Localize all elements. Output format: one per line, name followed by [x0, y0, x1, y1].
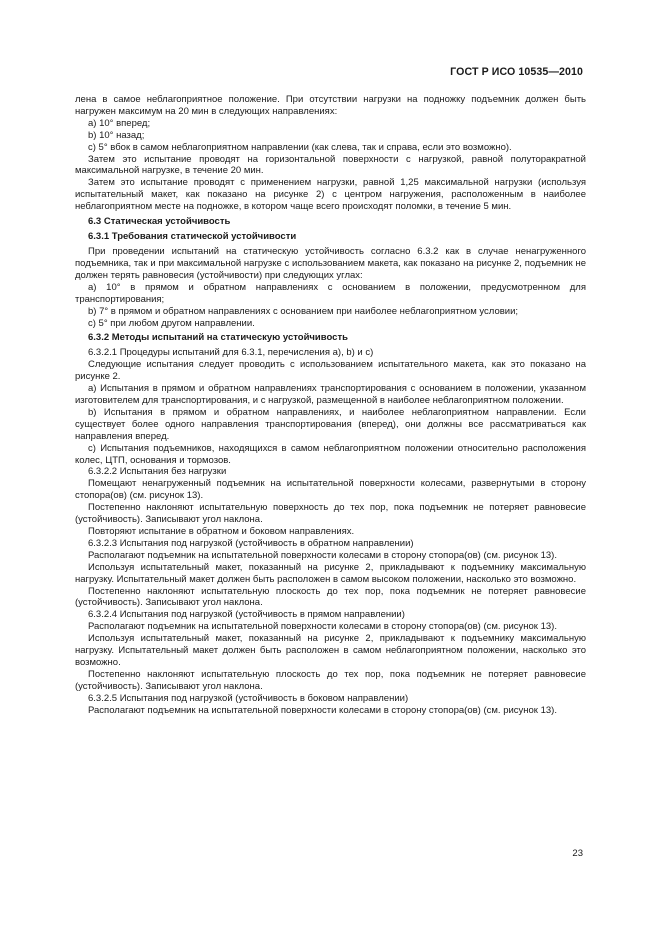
list-item: a) 10° вперед; [88, 117, 151, 129]
document-body [75, 94, 586, 717]
document-header: ГОСТ Р ИСО 10535—2010 [450, 66, 583, 78]
list-item: c) 5° при любом другом направлении. [88, 317, 255, 329]
paragraph: Располагают подъемник на испытательной поверхности колесами в сторону стопора(ов) (см. рисунок 13). [88, 549, 557, 561]
paragraph: Постепенно наклоняют испытательную плоскость до тех пор, пока подъемник не потеряет равновесие (устойчивость). Записывают угол наклона. [75, 585, 586, 609]
paragraph: Затем это испытание проводят на горизонтальной поверхности с нагрузкой, равной полуторакратной максимальной нагрузке, в течение 20 мин. [75, 153, 586, 177]
list-item: b) 7° в прямом и обратном направлениях с основанием при наиболее неблагоприятном условии; [88, 305, 519, 317]
clause-title: 6.3.2.3 Испытания под нагрузкой (устойчивость в обратном направлении) [88, 537, 414, 549]
paragraph: При проведении испытаний на статическую устойчивость согласно 6.3.2 как в случае ненагруженного подъемника, так и при максимальной нагрузке с использованием макета, как показано на рисунке 2, подъемник не должен терять равновесия (устойчивости) при следующих углах: [75, 246, 586, 281]
subsection-heading: 6.3.1 Требования статической устойчивости [88, 231, 297, 243]
paragraph: Используя испытательный макет, показанный на рисунке 2, прикладывают к подъемнику максимальную нагрузку. Испытательный макет должен быть расположен в самом высоком положении, насколько это возможно. [75, 561, 586, 585]
paragraph: Следующие испытания следует проводить с использованием испытательного макета, как это показано на рисунке 2. [75, 359, 586, 383]
clause-title: 6.3.2.1 Процедуры испытаний для 6.3.1, перечисления a), b) и c) [88, 347, 374, 359]
paragraph: Располагают подъемник на испытательной поверхности колесами в сторону стопора(ов) (см. рисунок 13). [88, 704, 557, 716]
section-heading: 6.3 Статическая устойчивость [88, 216, 231, 228]
list-item: c) Испытания подъемников, находящихся в самом неблагоприятном положении относительно расположения колес, ЦТП, основания и тормозов. [75, 442, 586, 466]
subsection-heading: 6.3.2 Методы испытаний на статическую устойчивость [88, 332, 348, 344]
paragraph: Затем это испытание проводят с применением нагрузки, равной 1,25 максимальной нагрузки (используя испытательный макет, как показано на рисунке 2) с центром нагружения, расположенным в наиболее неблагоприятном месте на подножке, в котором чаще всего происходят поломки, в течение 5 мин. [75, 177, 586, 213]
paragraph: Повторяют испытание в обратном и боковом направлениях. [88, 526, 355, 537]
clause-title: 6.3.2.4 Испытания под нагрузкой (устойчивость в прямом направлении) [88, 609, 405, 621]
clause-title: 6.3.2.5 Испытания под нагрузкой (устойчивость в боковом направлении) [88, 692, 409, 704]
paragraph: лена в самое неблагоприятное положение. При отсутствии нагрузки на подножку подъемник должен быть нагружен максимум на 20 мин в следующих направлениях: [75, 94, 586, 117]
paragraph: Постепенно наклоняют испытательную плоскость до тех пор, пока подъемник не потеряет равновесие (устойчивость). Записывают угол наклона. [75, 668, 586, 692]
paragraph: Располагают подъемник на испытательной поверхности колесами в сторону стопора(ов) (см. рисунок 13). [88, 621, 557, 633]
list-item: b) 10° назад; [88, 129, 145, 141]
list-item: a) 10° в прямом и обратном направлениях с основанием в положении, предусмотренном для транспортирования; [75, 281, 586, 305]
paragraph: Постепенно наклоняют испытательную поверхность до тех пор, пока подъемник не потеряет равновесие (устойчивость). Записывают угол наклона. [75, 502, 586, 526]
list-item: c) 5° вбок в самом неблагоприятном направлении (как слева, так и справа, если это возможно). [88, 141, 512, 153]
page-number: 23 [572, 848, 583, 859]
paragraph: Используя испытательный макет, показанный на рисунке 2, прикладывают к подъемнику максимальную нагрузку. Испытательный макет должен быть расположен в самом неблагоприятном положении, насколько это возможно. [75, 633, 586, 668]
paragraph: Помещают ненагруженный подъемник на испытательной поверхности колесами, развернутыми в сторону стопора(ов) (см. рисунок 13). [75, 478, 586, 502]
list-item: a) Испытания в прямом и обратном направлениях транспортирования с основанием в положении, указанном изготовителем для транспортирования, и с нагрузкой, размещенной в наиболее неблагоприятном положении. [75, 383, 586, 407]
clause-title: 6.3.2.2 Испытания без нагрузки [88, 466, 227, 478]
list-item: b) Испытания в прямом и обратном направлениях, и наиболее неблагоприятном направлении. Если существует более одного направления транспортирования (вперед), они должны все рассматриваться как направления вперед. [75, 406, 586, 442]
